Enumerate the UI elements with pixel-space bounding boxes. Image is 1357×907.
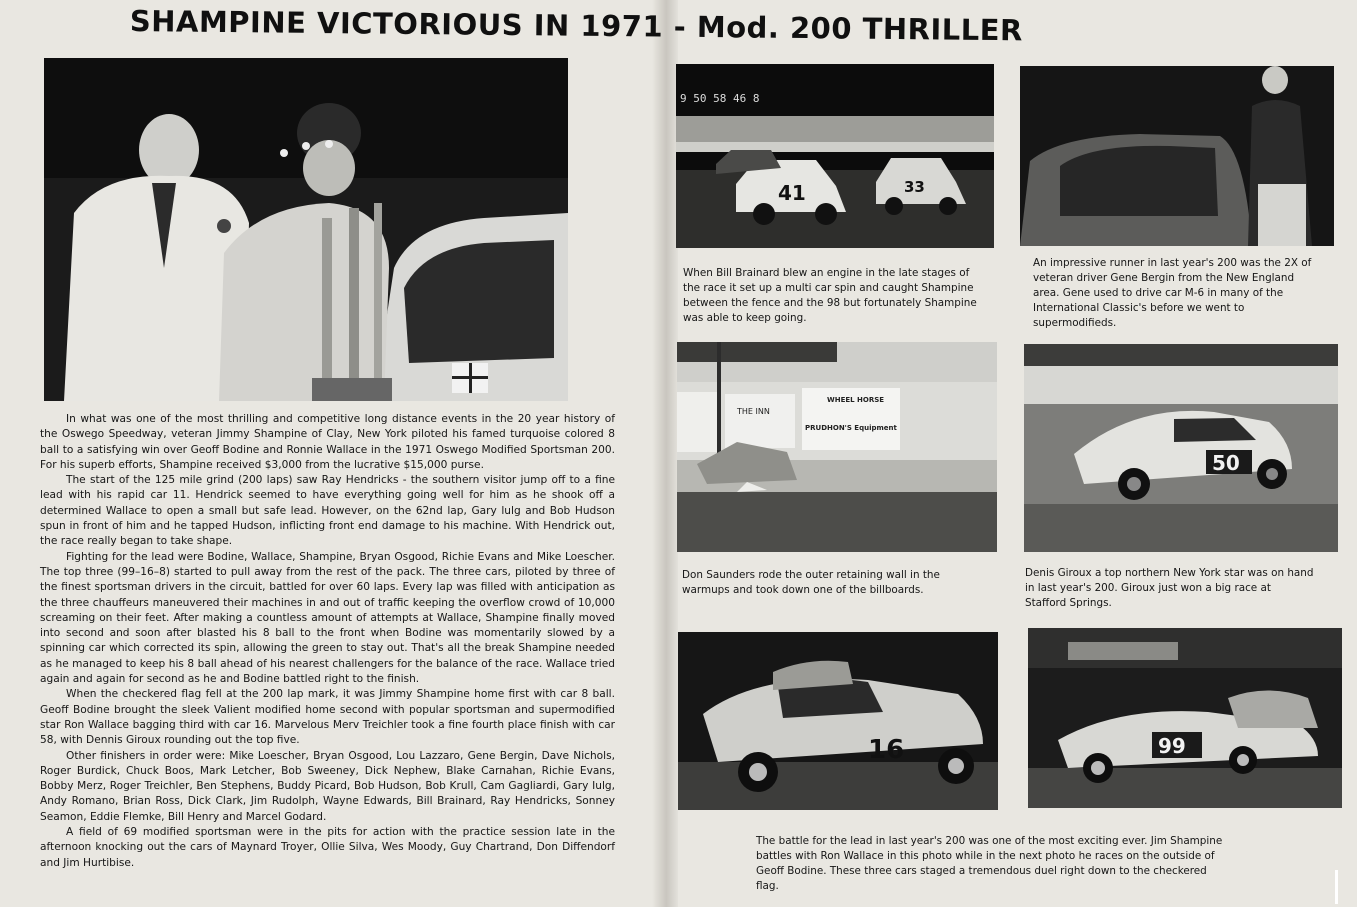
car-16-photo bbox=[678, 632, 998, 810]
car-2x-photo bbox=[1020, 66, 1334, 246]
giroux-caption: Denis Giroux a top northern New York star was on hand in last year's 200. Giroux just won a big race at Stafford Springs. bbox=[1025, 567, 1314, 609]
brainard-caption: When Bill Brainard blew an engine in the late stages of the race it set up a multi car spin and caught Shampine between the fence and the 98 but fortunately Shampine was able to keep going. bbox=[683, 267, 977, 324]
article-paragraph: Other finishers in order were: Mike Loescher, Bryan Osgood, Lou Lazzaro, Gene Bergin, Dave Nichols, Roger Burdick, Chuck Boos, Mark Letcher, Bob Sweeney, Dick Nephew, Blake Carnahan, Richie Evans, Bobby Merz, Roger Treichler, Ben Stephens, Buddy Picard, Bob Hudson, Bob Krull, Cam Gagliardi, Gary Iulg, Andy Romano, Brian Ross, Dick Clark, Jim Rudolph, Wayne Edwards, Bill Brainard, Ray Hendricks, Sonney Seamon, Eddie Flemke, Bill Henry and Marcel Godard. bbox=[40, 749, 615, 823]
car-50-number: 50 bbox=[1212, 451, 1240, 475]
page-gutter bbox=[652, 0, 678, 907]
billboard-prudhon-text: PRUDHON'S Equipment bbox=[805, 424, 897, 432]
billboard-inn-text: THE INN bbox=[737, 407, 770, 416]
bergin-caption: An impressive runner in last year's 200 was the 2X of veteran driver Gene Bergin from the New England area. Gene used to drive car M-6 in many of the International Classic's before we went to supermodifieds. bbox=[1033, 257, 1312, 329]
saunders-caption: Don Saunders rode the outer retaining wall in the warmups and took down one of the billboards. bbox=[682, 569, 940, 596]
car-16-number: 16 bbox=[868, 735, 905, 765]
article-paragraph: The start of the 125 mile grind (200 laps) saw Ray Hendricks - the southern visitor jump off to a fine lead with his rapid car 11. Hendrick seemed to have everything going well for him as he shook off a determined Wallace to open a small but safe lead. However, on the 62nd lap, Gary lulg and Bob Hudson spun in front of him and he tapped Hudson, inflicting front end damage to his machine. With Hendrick out, the race really began to take shape. bbox=[40, 474, 615, 548]
car-99-photo bbox=[1028, 628, 1342, 808]
article-body bbox=[40, 412, 615, 871]
scoreboard-text: 9 50 58 46 8 bbox=[680, 92, 760, 105]
battle-caption: The battle for the lead in last year's 200 was one of the most exciting ever. Jim Shampine battles with Ron Wallace in this photo while in the next photo he races on the outside of Geoff Bodine. These three cars staged a tremendous duel right down to the checkered flag. bbox=[756, 835, 1223, 892]
page-edge-mark bbox=[1335, 870, 1338, 904]
car-33-number: 33 bbox=[904, 178, 925, 196]
article-paragraph: Fighting for the lead were Bodine, Wallace, Shampine, Bryan Osgood, Richie Evans and Mike Loescher. The top three (99–16–8) started to pull away from the rest of the pack. The three cars, piloted by three of the finest sportsman drivers in the circuit, battled for over 60 laps. Every lap was filled with anticipation as the three chauffeurs maneuvered their machines in and out of traffic keeping the overflow crowd of 10,000 screaming on their feet. After making a countless amount of attempts at Wallace, Shampine finally moved into second and soon after blasted his 8 ball to the front when Bodine was momentarily slowed by a spinning car which corrected its spin, allowing the green to stay out. That's all the break Shampine needed as he managed to keep his 8 ball ahead of his nearest challengers for the balance of the race. Wallace tried again and again for second as he and Bodine battled right to the finish. bbox=[40, 550, 615, 686]
car-41-number: 41 bbox=[778, 181, 806, 205]
article-paragraph: In what was one of the most thrilling and competitive long distance events in the 20 year history of the Oswego Speedway, veteran Jimmy Shampine of Clay, New York piloted his famed turquoise colored 8 ball to a satisfying win over Geoff Bodine and Ronnie Wallace in the 1971 Oswego Modified Sportsman 200. For his superb efforts, Shampine received $3,000 from the lucrative $15,000 purse. bbox=[40, 413, 615, 471]
victory-lane-photo bbox=[44, 58, 568, 401]
car-99-number: 99 bbox=[1158, 734, 1186, 758]
article-paragraph: When the checkered flag fell at the 200 lap mark, it was Jimmy Shampine home first with car 8 ball. Geoff Bodine brought the sleek Valient modified home second with popular sportsman and supermodified star Ron Wallace bagging third with car 16. Marvelous Merv Treichler took a fine fourth place finish with car 58, with Dennis Giroux rounding out the top five. bbox=[40, 688, 615, 747]
page-headline: SHAMPINE VICTORIOUS IN 1971 - Mod. 200 THRILLER bbox=[129, 4, 1024, 48]
billboard-wheel-horse-text: WHEEL HORSE bbox=[827, 396, 885, 404]
multi-car-spin-photo bbox=[676, 64, 994, 248]
wall-crash-photo bbox=[677, 342, 997, 552]
car-50-photo bbox=[1024, 344, 1338, 552]
article-paragraph: A field of 69 modified sportsman were in the pits for action with the practice session late in the afternoon knocking out the cars of Maynard Troyer, Ollie Silva, Wes Moody, Guy Chartrand, Don Diffendorf and Jim Hurtibise. bbox=[40, 826, 615, 869]
